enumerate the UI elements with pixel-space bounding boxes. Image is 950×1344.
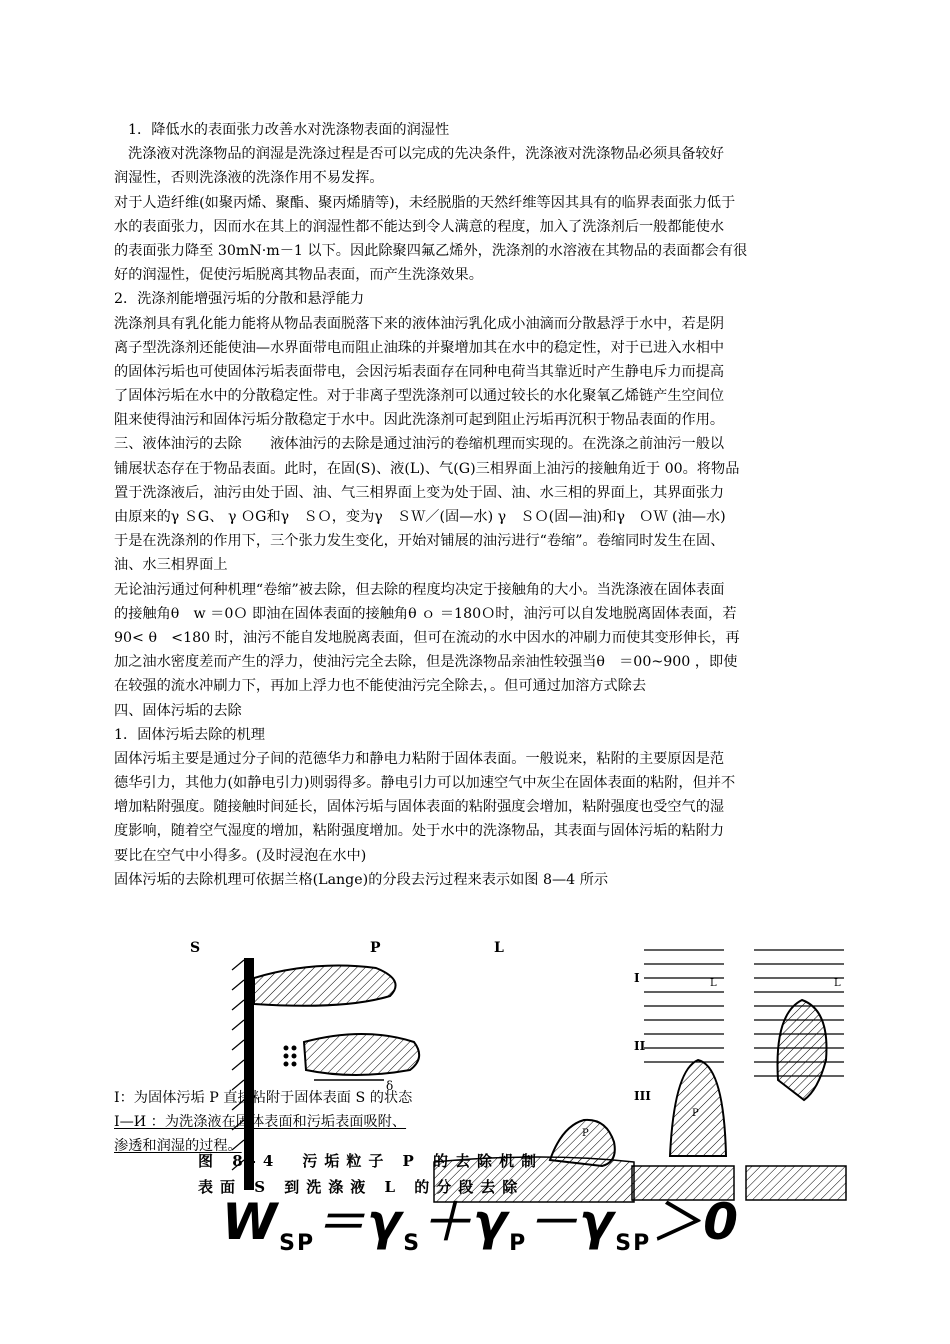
stage-iii: III [634,1089,651,1103]
document-body [114,118,840,892]
text-line: 1．降低水的表面张力改善水对洗涤物表面的润湿性 [128,122,450,138]
text-line: 1．固体污垢去除的机理 [114,726,265,743]
particle-detached [778,1000,827,1100]
particle-p-lower [304,1034,419,1075]
text-line: 对于人造纤维(如聚丙烯、聚酯、聚丙烯腈等)，未经脱脂的天然纤维等因其具有的临界表面张力低于 [114,194,736,211]
particle-p-upper [254,966,396,1006]
figure-caption-1: 图 8-4 污垢粒子 P 的去除机制 [198,1152,544,1170]
text-line: 要比在空气中小得多。(及时浸泡在水中) [114,847,367,864]
text-line: 加之油水密度差而产生的浮力，使油污完全去除，但是洗涤物品亲油性较强当θ ＝00~900 ，即使 [114,654,738,671]
text-line: 于是在洗涤剂的作用下，三个张力发生变化，开始对铺展的油污进行“卷缩”。卷缩同时发生在固、 [114,533,725,550]
text-line: 固体污垢的去除机理可依据兰格(Lange)的分段去污过程来表示如图 8—4 所示 [114,871,609,888]
adhesion-work-formula: $W_{SP}=\gamma_S+\gamma_P-\gamma_{SP}>0$ [222,1193,741,1256]
figure-note-3: 渗透和润湿的过程。 [114,1138,242,1154]
text-line: 的固体污垢也可使固体污垢表面带电，会因污垢表面存在同种电荷当其靠近时产生静电斥力而提高 [114,363,725,380]
text-line: 好的润湿性，促使污垢脱离其物品表面，而产生洗涤效果。 [114,267,483,284]
text-line: 的接触角θ w ＝0Ｏ 即油在固体表面的接触角θ ｏ ＝180Ｏ时，油污可以自发地脱离固体表面，若 [114,605,737,622]
text-line: 润湿性，否则洗涤液的洗涤作用不易发挥。 [114,170,384,187]
liquid-dashes-1 [644,950,724,1062]
text-line: 三、液体油污的去除 液体油污的去除是通过油污的卷缩机理而实现的。在洗涤之前油污一般以 [114,436,725,453]
stage-i: I [634,971,640,985]
particle-on-surface [550,1120,615,1166]
text-line: 无论油污通过何种机理“卷缩”被去除，但去除的程度均决定于接触角的大小。当洗涤液在固体表面 [114,581,725,598]
text-line: 油、水三相界面上 [114,557,228,574]
label-l3: L [834,978,841,989]
text-line: 洗涤液对洗涤物品的润湿是洗涤过程是否可以完成的先决条件，洗涤液对洗涤物品必须具备较好 [128,146,724,163]
text-line: 固体污垢主要是通过分子间的范德华力和静电力粘附于固体表面。一般说来，粘附的主要原因是范 [114,750,725,767]
text-line: 增加粘附强度。随接触时间延长，固体污垢与固体表面的粘附强度会增加，粘附强度也受空气的湿 [114,799,725,816]
detergent-dots [284,1046,297,1067]
text-line: 置于洗涤液后，油污由处于固、油、气三相界面上变为处于固、油、水三相的界面上，其界面张力 [114,484,725,501]
text-line: 度影响，随着空气湿度的增加，粘附强度增加。处于水中的洗涤物品，其表面与固体污垢的粘附力 [114,823,725,840]
label-l: L [494,940,504,956]
text-line: 阻来使得油污和固体污垢分散稳定于水中。因此洗涤剂可起到阻止污垢再沉积于物品表面的作用。 [114,412,725,429]
text-line: 由原来的γ ＳG、 γ ＯG和γ ＳＯ，变为γ ＳＷ／(固—水) γ ＳＯ(固—油)和γ ＯＷ (油—水) [114,509,726,525]
surface-right-2 [746,1166,846,1200]
label-s: S [190,940,201,956]
text-line: 在较强的流水冲刷力下，再加上浮力也不能使油污完全除去，。但可通过加溶方式除去 [114,678,647,695]
text-line: 铺展状态存在于物品表面。此时，在固(S)、液(L)、气(G)三相界面上油污的接触角近于 00。将物品 [114,460,740,477]
text-line: 离子型洗涤剂还能使油—水界面带电而阻止油珠的并聚增加其在水中的稳定性，对于已进入水相中 [114,339,725,356]
figure-note-1: I：为固体污垢 P 直接粘附于固体表面 S 的状态 [114,1090,413,1106]
label-p2: P [582,1128,589,1139]
label-p: P [370,940,381,956]
text-line: 四、固体污垢的去除 [114,702,242,719]
figure-caption-2: 表面 S 到洗涤液 L 的分段去除 [198,1178,525,1196]
text-line: 的表面张力降至 30mN·m－1 以下。因此除聚四氟乙烯外，洗涤剂的水溶液在其物品的表面都会有很 [114,242,748,259]
text-line: 了固体污垢在水中的分散稳定性。对于非离子型洗涤剂可以通过较长的水化聚氧乙烯链产生空间位 [114,388,725,405]
text-line: 2．洗涤剂能增强污垢的分散和悬浮能力 [114,291,365,308]
stage-ii: II [634,1039,646,1053]
text-line: 水的表面张力，因而水在其上的润湿性都不能达到令人满意的程度，加入了洗涤剂后一般都能使水 [114,218,725,235]
figure-note-2: Ⅰ—И ：为洗涤液在固体表面和污垢表面吸附、 [114,1114,407,1130]
label-p3: P [692,1108,699,1119]
label-delta: δ [386,1079,394,1093]
text-line: 洗涤剂具有乳化能力能将从物品表面脱落下来的液体油污乳化成小油滴而分散悬浮于水中，若是阴 [114,315,725,332]
text-line: 90< θ <180 时，油污不能自发地脱离表面，但可在流动的水中因水的冲刷力而使其变形伸长，再 [114,629,740,646]
text-line: 德华引力，其他力(如静电引力)则弱得多。静电引力可以加速空气中灰尘在固体表面的粘附，但并不 [114,775,736,792]
label-l2: L [710,978,717,989]
